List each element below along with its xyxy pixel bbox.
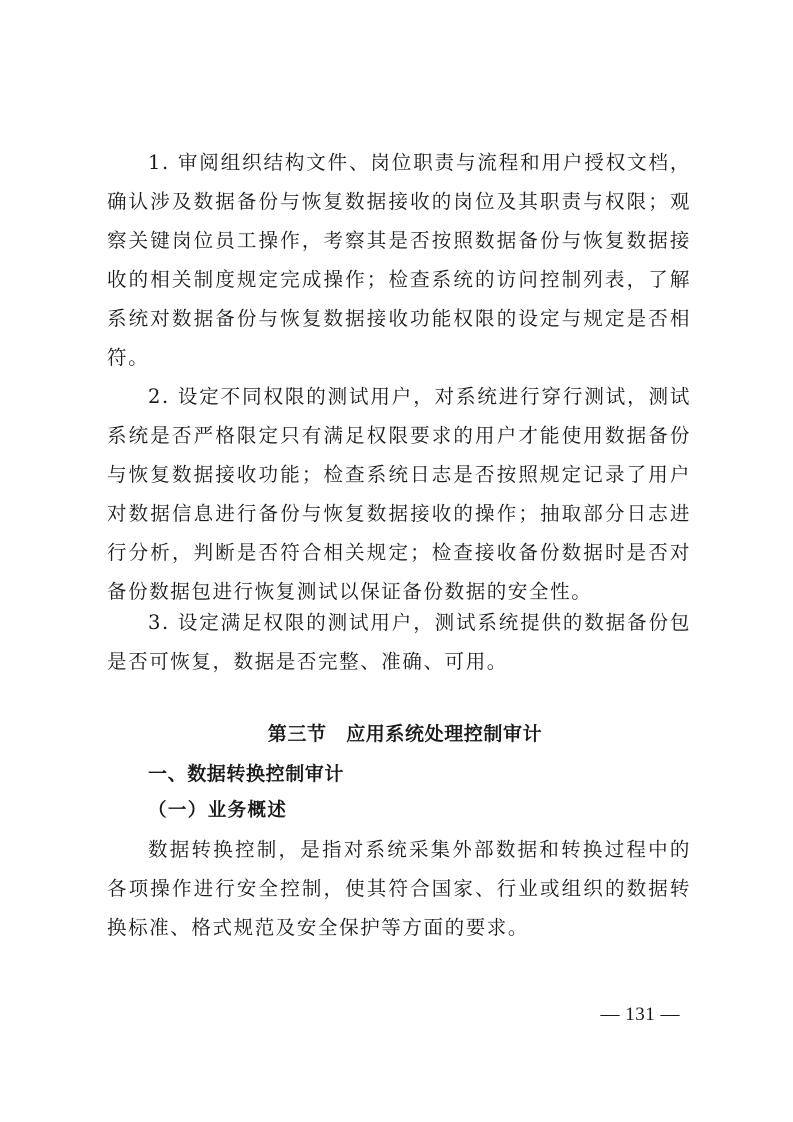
paragraph-4: 数据转换控制，是指对系统采集外部数据和转换过程中的各项操作进行安全控制，使其符合国家、行业或组织的数据转换标准、格式规范及安全保护等方面的要求。 <box>107 838 691 939</box>
page-number: — 131 — <box>600 1004 680 1025</box>
paragraph-1: 1. 审阅组织结构文件、岗位职责与流程和用户授权文档，确认涉及数据备份与恢复数据接收的岗位及其职责与权限；观察关键岗位员工操作，考察其是否按照数据备份与恢复数据接收的相关制度规定完成操作；检查系统的访问控制列表，了解系统对数据备份与恢复数据接收功能权限的设定与规定是否相符。 <box>107 151 691 369</box>
paragraph-3: 3. 设定满足权限的测试用户，测试系统提供的数据备份包是否可恢复，数据是否完整、准确、可用。 <box>107 611 691 673</box>
section-title: 第三节 应用系统处理控制审计 <box>267 723 543 745</box>
heading-level-1: 一、数据转换控制审计 <box>148 763 345 785</box>
paragraph-2: 2. 设定不同权限的测试用户，对系统进行穿行测试，测试系统是否严格限定只有满足权限要求的用户才能使用数据备份与恢复数据接收功能；检查系统日志是否按照规定记录了用户对数据信息进行备份与恢复数据接收的操作；抽取部分日志进行分析，判断是否符合相关规定；检查接收备份数据时是否对备份数据包进行恢复测试以保证备份数据的安全性。 <box>107 385 691 603</box>
heading-level-2: （一）业务概述 <box>148 800 288 821</box>
